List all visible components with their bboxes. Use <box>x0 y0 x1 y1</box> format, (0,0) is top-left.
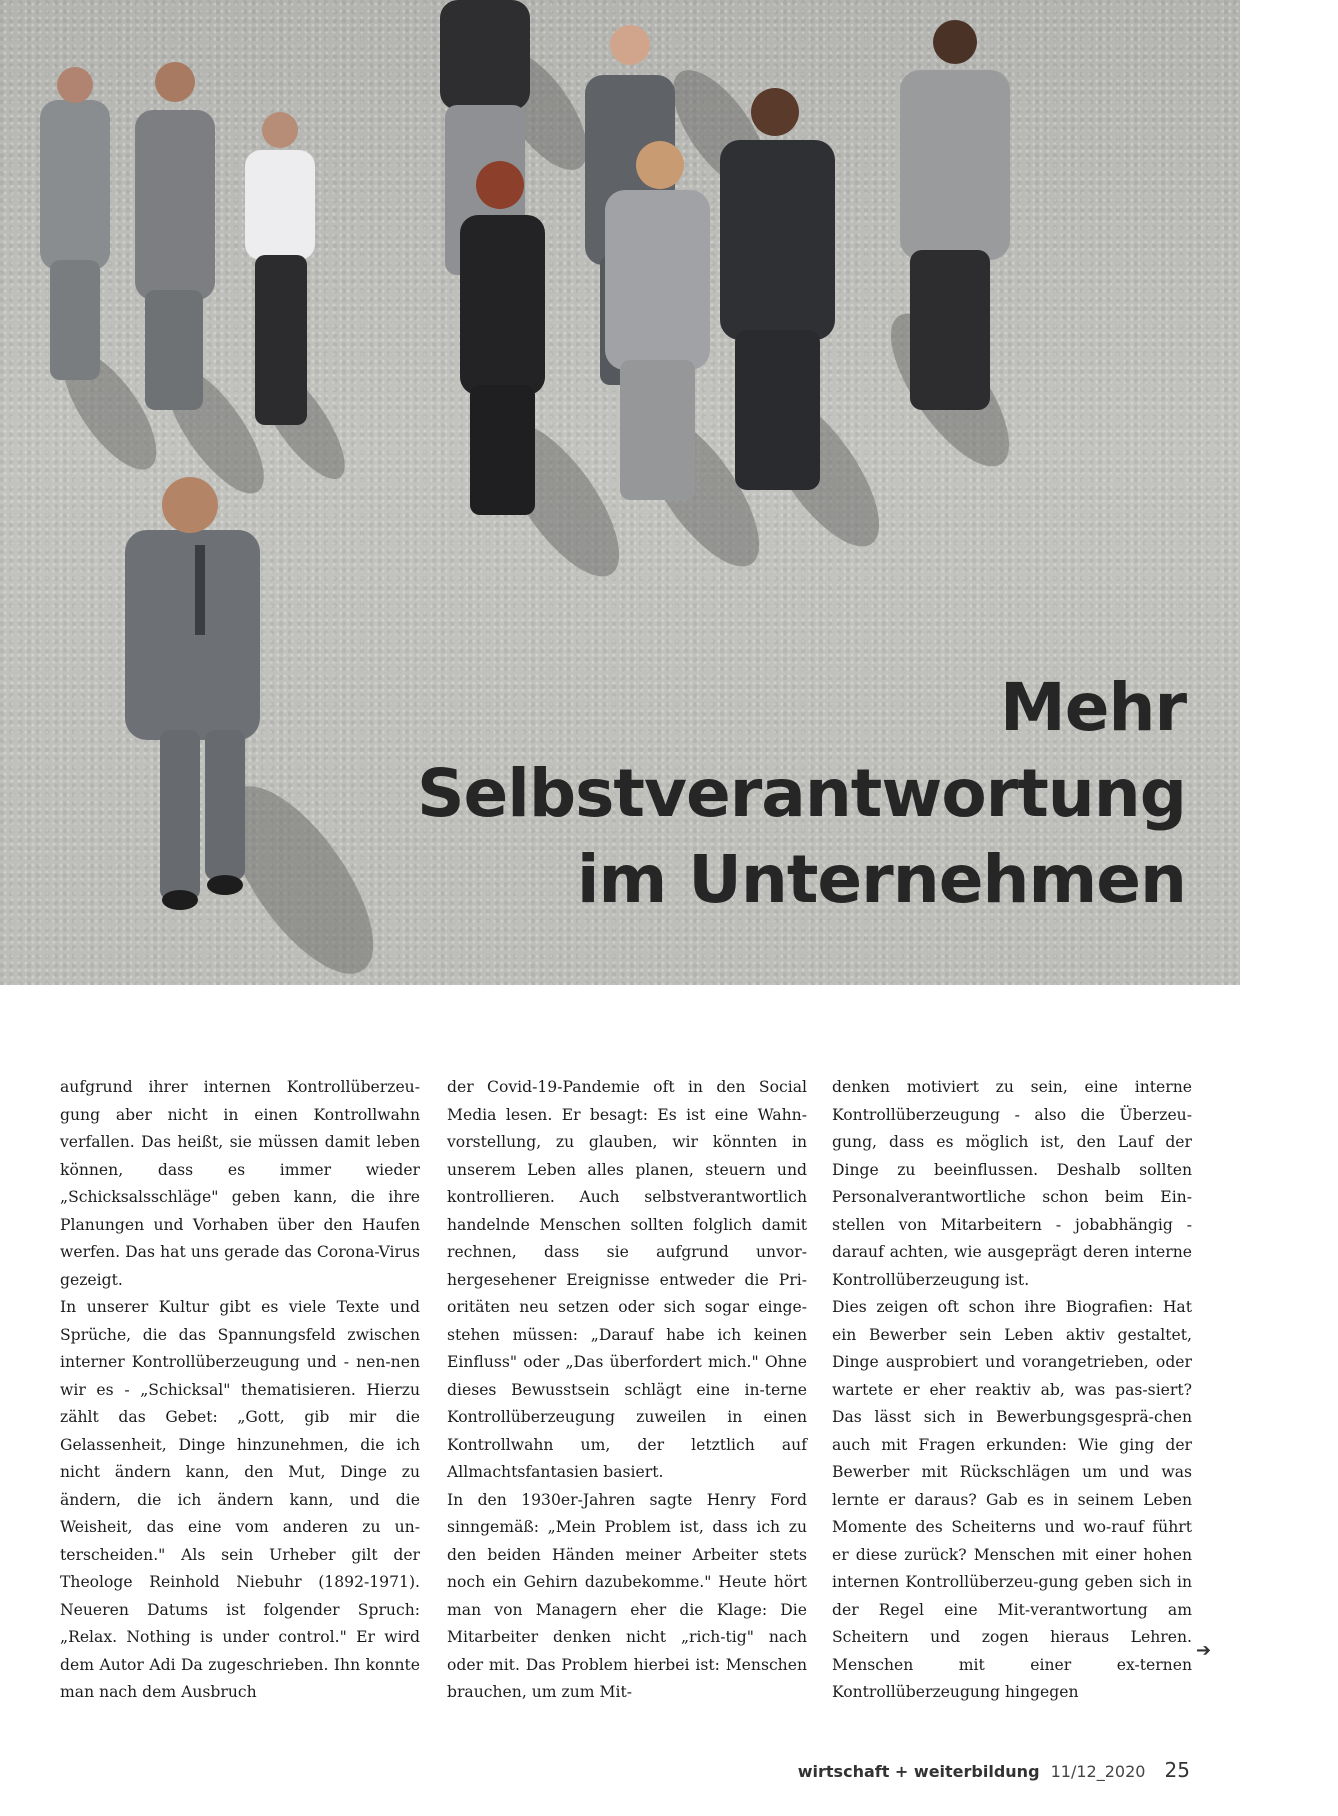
paragraph: denken motiviert zu sein, eine interne Kontrollüberzeugung - also die Überzeu-gung, dass es möglich ist, den Lauf der Dinge zu beeinflussen. Deshalb sollten Personalverantwortliche schon beim Ein-stellen von Mitarbeitern - jobabhängig - darauf achten, wie ausgeprägt deren interne Kontrollüberzeugung ist. <box>832 1078 1192 1289</box>
paragraph: In den 1930er-Jahren sagte Henry Ford sinngemäß: „Mein Problem ist, dass ich zu den beiden Händen meiner Arbeiter stets noch ein Gehirn dazubekomme." Heute hört man von Managern eher die Klage: Die Mitarbeiter denken nicht „rich-tig" nach oder mit. Das Problem hierbei ist: Menschen brauchen, um zum Mit- <box>447 1490 807 1701</box>
continue-arrow-icon: ➔ <box>1196 1640 1212 1661</box>
text-column-2 <box>447 1074 807 1707</box>
paragraph: aufgrund ihrer internen Kontrollüberzeu-gung aber nicht in einen Kontrollwahn verfallen. Das heißt, sie müssen damit leben können, dass es immer wieder „Schicksalsschläge" geben kann, die ihre Planungen und Vorhaben über den Haufen werfen. Das hat uns gerade das Corona-Virus gezeigt. <box>60 1078 420 1289</box>
paragraph: In unserer Kultur gibt es viele Texte und Sprüche, die das Spannungsfeld zwischen interner Kontrollüberzeugung und - nen-nen wir es - „Schicksal" thematisieren. Hierzu zählt das Gebet: „Gott, gib mir die Gelassenheit, Dinge hinzunehmen, die ich nicht ändern kann, den Mut, Dinge zu ändern, die ich ändern kann, und die Weisheit, das eine vom anderen zu un-terscheiden." Als sein Urheber gilt der Theologe Reinhold Niebuhr (1892-1971). Neueren Datums ist folgender Spruch: „Relax. Nothing is under control." Er wird dem Autor Adi Da zugeschrieben. Ihn konnte man nach dem Ausbruch <box>60 1298 420 1701</box>
issue-label: 11/12_2020 <box>1050 1762 1146 1781</box>
paragraph: Dies zeigen oft schon ihre Biografien: Hat ein Bewerber sein Leben aktiv gestaltet, Dinge ausprobiert und vorangetrieben, oder wartete er eher reaktiv ab, was pas-siert? Das lässt sich in Bewerbungsgesprä-chen auch mit Fragen erkunden: Wie ging der Bewerber mit Rückschlägen um und was lernte er daraus? Gab es in seinem Leben Momente des Scheiterns und wo-rauf führt er diese zurück? Menschen mit einer hohen internen Kontrollüberzeu-gung geben sich in der Regel eine Mit-verantwortung am Scheitern und zogen hieraus Lehren. Menschen mit einer ex-ternen Kontrollüberzeugung hingegen <box>832 1298 1192 1701</box>
text-column-1 <box>60 1074 420 1707</box>
page-footer <box>798 1758 1190 1782</box>
magazine-name: wirtschaft + weiterbildung <box>797 1762 1040 1781</box>
headline-line-2: Selbstverantwortung <box>416 755 1186 832</box>
page-number: 25 <box>1164 1758 1190 1782</box>
headline <box>417 665 1186 923</box>
headline-line-1: Mehr <box>1000 669 1186 746</box>
text-column-3 <box>832 1074 1192 1707</box>
paragraph: der Covid-19-Pandemie oft in den Social Media lesen. Er besagt: Es ist eine Wahn-vorstellung, zu glauben, wir könnten in unserem Leben alles planen, steuern und kontrollieren. Auch selbstverantwortlich handelnde Menschen sollten folglich damit rechnen, dass sie aufgrund unvor-hergesehener Ereignisse entweder die Pri-oritäten neu setzen oder sich sogar einge-stehen müssen: „Darauf habe ich keinen Einfluss" oder „Das überfordert mich." Ohne dieses Bewusstsein schlägt eine in-terne Kontrollüberzeugung zuweilen in einen Kontrollwahn um, der letztlich auf Allmachtsfantasien basiert. <box>447 1078 807 1481</box>
headline-line-3: im Unternehmen <box>576 841 1186 918</box>
